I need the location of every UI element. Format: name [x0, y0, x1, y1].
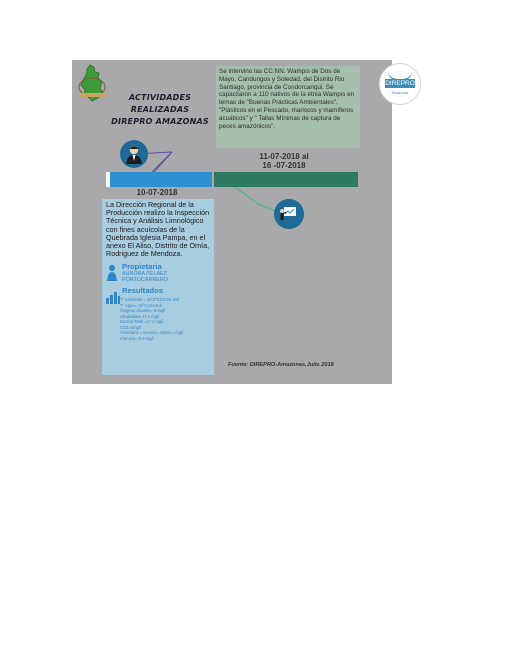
result-item: Cloruros =0.6 mg/l — [120, 335, 154, 341]
owner-name: AURORA PELAEZ PORTOCARRERO — [122, 271, 168, 284]
title-line: DIREPRO AMAZONAS — [111, 117, 209, 126]
date-range-start: 11-07-2018 al — [259, 152, 309, 161]
result-item: T° Agua= 19°C,pH=6.5 — [120, 302, 162, 308]
inspection-description: La Dirección Regional de la Producción realizo la Inspección Técnica y Análisis Limnológico con fines acuícolas de la Quebrada Iglesia Pampa, en el anexo El Aliso, Distrito de Omía, Rodriguez de Mendoza. — [106, 200, 210, 259]
date-range-label — [254, 152, 314, 170]
date-range-end: 16 -07-2018 — [262, 161, 306, 170]
intervention-text: Se intervino las CC.NN. Wampis de Dos de Mayo, Candungos y Soledad, del Distrito Rio Santiago, provincia de Condorcanqui. Se capacitaron a 110 nativos de la etnia Wampis en temas de "Buenas Prácticas Ambientales", "Plásticos en el Pescado, mariscos y mamíferos acuáticos" y " Tallas Mínimas de captura de peces amazónicos". — [219, 68, 355, 130]
timeline-segment-second — [214, 172, 358, 187]
result-item: CO2=5mg/l — [120, 324, 141, 330]
presentation-icon — [274, 199, 304, 229]
logo-name: DIREPRO — [385, 80, 415, 87]
inspection-details-box — [102, 199, 214, 375]
title-line: REALIZADAS — [130, 105, 190, 114]
owner-info — [122, 262, 210, 283]
person-icon — [120, 140, 148, 168]
source-caption: Fuente: DIREPRO-Amazonas,Julio 2018 — [228, 362, 334, 368]
page-title — [100, 92, 220, 128]
date-label: 10-07-2018 — [136, 188, 178, 197]
results-list — [120, 297, 212, 341]
results-title: Resultados — [122, 286, 163, 296]
intervention-description-box — [216, 66, 360, 148]
infographic-slide — [72, 60, 415, 384]
result-item: Oxigeno disuelto= 6 mg/l — [120, 308, 166, 314]
result-item: Dureza Total =17.1 mg/l, — [120, 319, 165, 325]
woman-icon — [106, 264, 118, 282]
timeline-segment-first — [106, 172, 212, 187]
owner-title: Propietaria — [122, 262, 162, 272]
direpro-logo — [379, 63, 421, 105]
owner-section — [106, 262, 210, 284]
title-line: ACTIVIDADES — [128, 93, 192, 102]
bar-chart-icon — [106, 292, 120, 304]
logo-subtitle: Amazonas — [391, 91, 409, 95]
result-item: Alcalinidad=17.1 mg/l — [120, 313, 160, 319]
result-item: Amoniaco = Amonio= Nitrito = mg/l — [120, 330, 184, 336]
results-section — [106, 286, 210, 346]
result-item: T° Ambiente = 20.0°C(10:00 am) — [120, 297, 180, 303]
